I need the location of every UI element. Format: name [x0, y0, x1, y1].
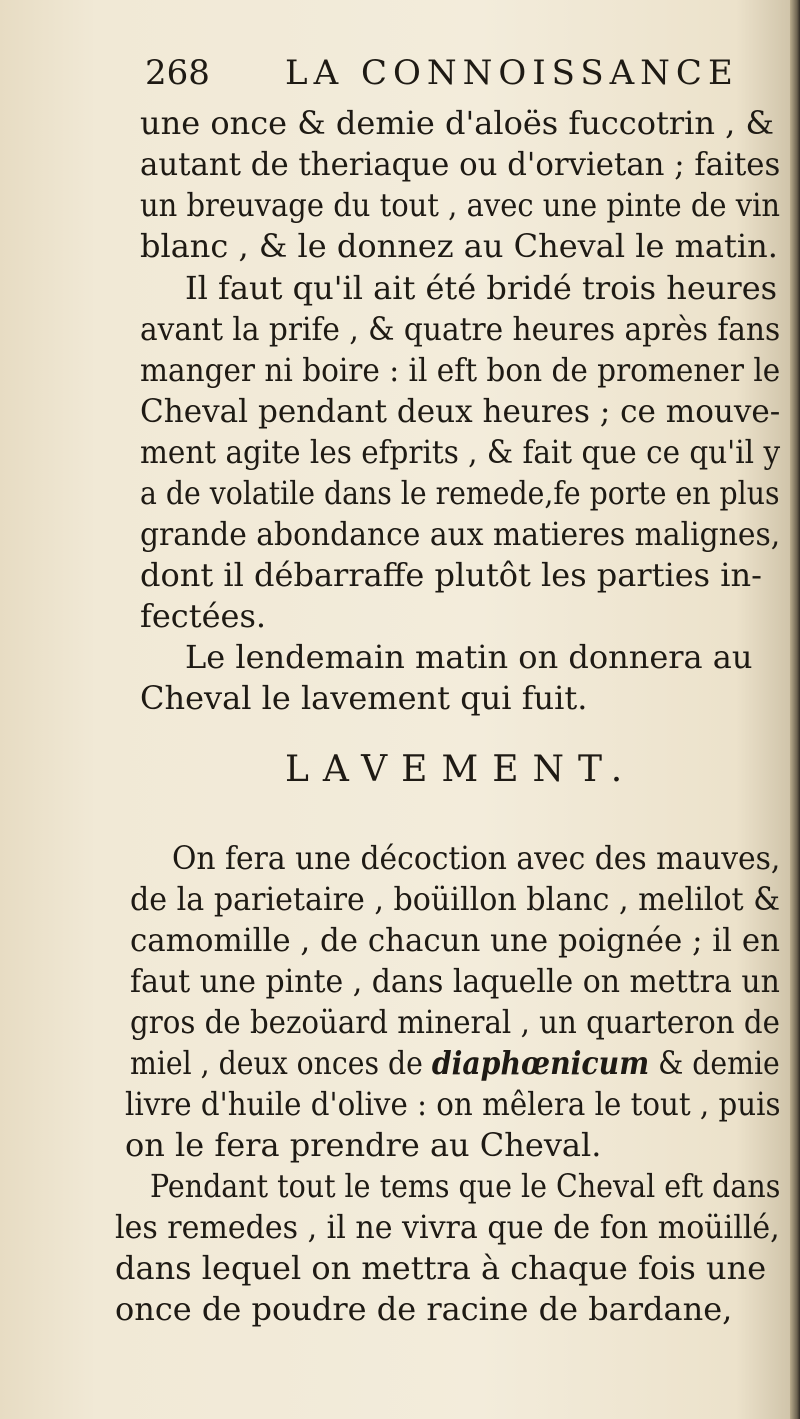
page-number: 268 [145, 53, 210, 93]
text-line: fectées. [140, 597, 267, 635]
text-line: les remedes , il ne vivra que de fon moüillé, [115, 1208, 780, 1246]
page-header [145, 48, 739, 98]
text-line: dont il débarraffe plutôt les parties in- [140, 556, 762, 594]
text-line: livre d'huile d'olive : on mêlera le tout , puis [125, 1085, 781, 1123]
text-line: dans lequel on mettra à chaque fois une [115, 1249, 767, 1287]
text-line: gros de bezoüard mineral , un quarteron de [130, 1003, 780, 1041]
text-line: on le fera prendre au Cheval. [125, 1126, 602, 1164]
text-line: autant de theriaque ou d'orvietan ; faites [140, 145, 781, 183]
text-line: Cheval pendant deux heures ; ce mouve- [140, 392, 781, 430]
text-line: avant la prife , & quatre heures après fans [140, 310, 781, 348]
text-line: Le lendemain matin on donnera au [185, 638, 753, 676]
text-line: un breuvage du tout , avec une pinte de vin [140, 186, 780, 224]
text-line: une once & demie d'aloës fuccotrin , & [140, 104, 774, 142]
text-line: grande abondance aux matieres malignes, [140, 515, 781, 553]
text-run: miel , deux onces de [130, 1044, 432, 1082]
text-run: & demie [649, 1044, 780, 1082]
page-binding-edge [790, 0, 800, 1419]
text-line: once de poudre de racine de bardane, [115, 1290, 733, 1328]
text-line: On fera une décoction avec des mauves, [172, 839, 781, 877]
text-line: manger ni boire : il eft bon de promener le [140, 351, 781, 389]
text-line-with-italic [130, 1043, 780, 1083]
text-line: camomille , de chacun une poignée ; il en [130, 921, 780, 959]
text-line: Pendant tout le tems que le Cheval eft dans [150, 1167, 781, 1205]
text-line: Cheval le lavement qui fuit. [140, 679, 588, 717]
section-heading: LAVEMENT. [285, 749, 637, 790]
text-line: blanc , & le donnez au Cheval le matin. [140, 227, 778, 265]
running-title: LA CONNOISSANCE [285, 53, 739, 93]
italic-term: diaphœnicum [431, 1044, 650, 1082]
text-line: de la parietaire , boüillon blanc , melilot & [130, 880, 780, 918]
text-line: a de volatile dans le remede,fe porte en plus [140, 474, 780, 512]
text-line: faut une pinte , dans laquelle on mettra un [130, 962, 780, 1000]
text-line: Il faut qu'il ait été bridé trois heures [185, 269, 778, 307]
text-line: ment agite les efprits , & fait que ce qu'il y [140, 433, 781, 471]
